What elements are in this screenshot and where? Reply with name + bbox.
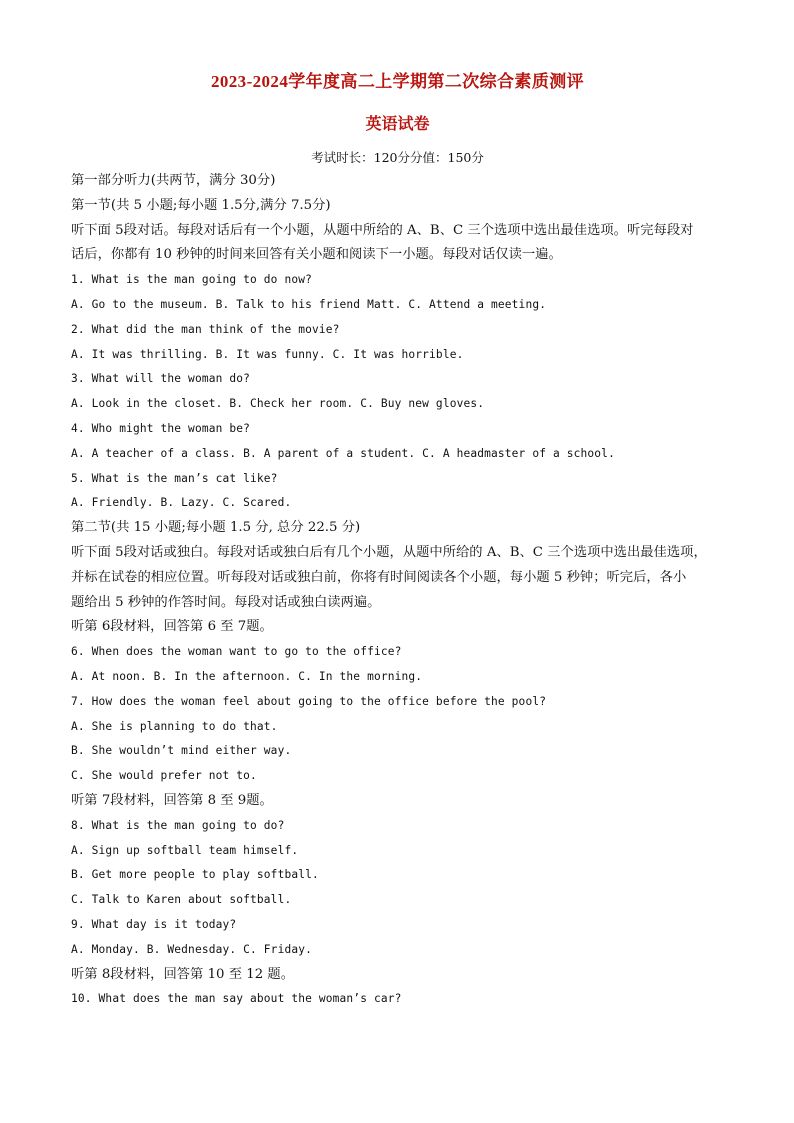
question-line: A. Sign up softball team himself.	[71, 843, 299, 857]
instruction-line: 听下面 5段对话。每段对话后有一个小题，从题中所给的 A、B、C 三个选项中选出最佳选项。听完每段对	[71, 222, 694, 238]
question-line: A. A teacher of a class. B. A parent of a student. C. A headmaster of a school.	[71, 446, 615, 460]
question-line: B. Get more people to play softball.	[71, 868, 319, 882]
question-line: 6. When does the woman want to go to the office?	[71, 645, 402, 659]
question-line: 3. What will the woman do?	[71, 372, 251, 386]
question-line: A. Look in the closet. B. Check her room. C. Buy new gloves.	[71, 397, 485, 411]
question-line: A. Go to the museum. B. Talk to his friend Matt. C. Attend a meeting.	[71, 297, 547, 311]
question-line: 8. What is the man going to do?	[71, 818, 285, 832]
instruction-line: 话后，你都有 10 秒钟的时间来回答有关小题和阅读下一小题。每段对话仅读一遍。	[71, 247, 562, 263]
question-line: 5. What is the man’s cat like?	[71, 471, 278, 485]
question-line: B. She wouldn’t mind either way.	[71, 744, 292, 758]
instruction-line: 并标在试卷的相应位置。听每段对话或独白前，你将有时间阅读各个小题，每小题 5 秒钟；听完后，各小	[71, 569, 687, 585]
instruction-line: 听下面 5段对话或独白。每段对话或独白后有几个小题，从题中所给的 A、B、C 三个选项中选出最佳选项，	[71, 544, 707, 560]
exam-subtitle: 英语试卷	[365, 116, 430, 133]
instruction-line: 听第 7段材料，回答第 8 至 9题。	[71, 792, 273, 808]
exam-info: 考试时长：120分分值：150分	[311, 150, 484, 165]
exam-content	[71, 169, 724, 1012]
question-line: 10. What does the man say about the woman’s car?	[71, 992, 402, 1006]
question-line: A. Monday. B. Wednesday. C. Friday.	[71, 942, 312, 956]
question-line: A. Friendly. B. Lazy. C. Scared.	[71, 496, 292, 510]
instruction-line: 听第 8段材料，回答第 10 至 12 题。	[71, 966, 294, 982]
question-line: 2. What did the man think of the movie?	[71, 322, 340, 336]
question-line: A. It was thrilling. B. It was funny. C. It was horrible.	[71, 347, 464, 361]
instruction-line: 第一节(共 5 小题;每小题 1.5分,满分 7.5分)	[71, 197, 331, 213]
question-line: 1. What is the man going to do now?	[71, 273, 312, 287]
instruction-line: 听第 6段材料，回答第 6 至 7题。	[71, 619, 273, 635]
question-line: A. At noon. B. In the afternoon. C. In the morning.	[71, 669, 423, 683]
instruction-line: 第二节(共 15 小题;每小题 1.5 分, 总分 22.5 分)	[71, 520, 361, 536]
question-line: 9. What day is it today?	[71, 917, 237, 931]
question-line: 7. How does the woman feel about going to the office before the pool?	[71, 694, 547, 708]
instruction-line: 题给出 5 秒钟的作答时间。每段对话或独白读两遍。	[71, 594, 381, 610]
instruction-line: 第一部分听力(共两节，满分 30分)	[71, 173, 276, 188]
question-line: C. Talk to Karen about softball.	[71, 893, 292, 907]
question-line: 4. Who might the woman be?	[71, 421, 251, 435]
question-line: C. She would prefer not to.	[71, 769, 257, 783]
question-line: A. She is planning to do that.	[71, 719, 278, 733]
exam-title: 2023-2024学年度高二上学期第二次综合素质测评	[210, 72, 585, 91]
